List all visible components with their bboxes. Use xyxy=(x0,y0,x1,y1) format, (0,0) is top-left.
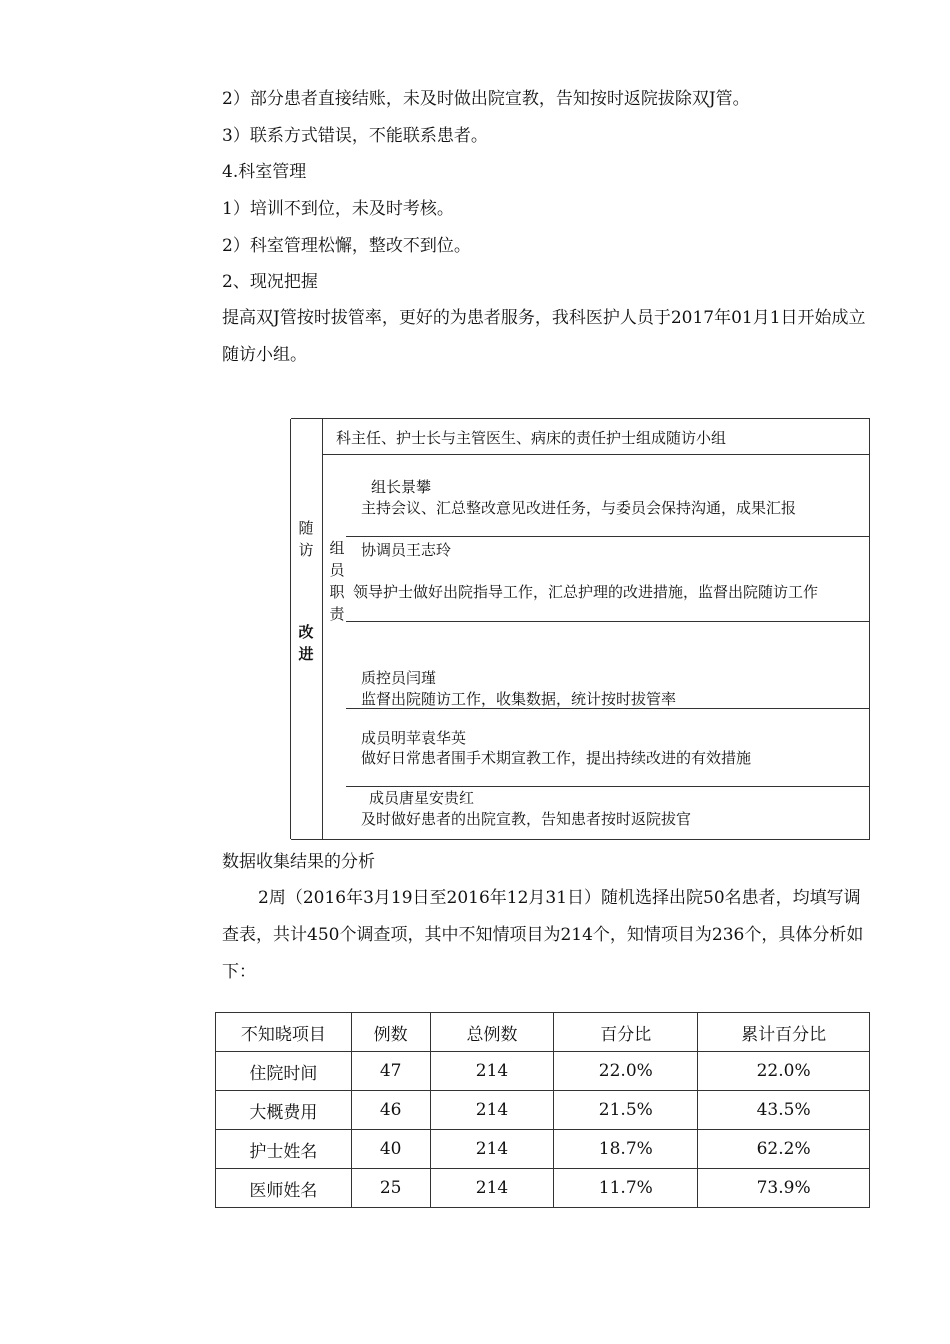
table-row xyxy=(216,1052,870,1091)
table-cell: 18.7% xyxy=(554,1130,698,1169)
table-cell: 214 xyxy=(430,1169,554,1208)
row-divider xyxy=(346,621,869,622)
table-border-left xyxy=(290,419,291,839)
column-header: 累计百分比 xyxy=(698,1013,870,1052)
member-duty: 做好日常患者围手术期宣教工作，提出持续改进的有效措施 xyxy=(361,749,752,767)
column-divider xyxy=(322,419,323,839)
table-row xyxy=(216,1169,870,1208)
vertical-label-duties: 组员职责 xyxy=(329,539,345,623)
section-heading: 2、现况把握 xyxy=(222,272,318,292)
table-cell: 22.0% xyxy=(698,1052,870,1091)
member-duty: 主持会议、汇总整改意见改进任务，与委员会保持沟通，成果汇报 xyxy=(361,499,797,517)
table-cell: 214 xyxy=(430,1130,554,1169)
team-header: 科主任、护士长与主管医生、病床的责任护士组成随访小组 xyxy=(336,429,727,447)
table-cell: 护士姓名 xyxy=(216,1130,352,1169)
table-cell: 25 xyxy=(351,1169,430,1208)
table-cell: 214 xyxy=(430,1091,554,1130)
table-cell: 43.5% xyxy=(698,1091,870,1130)
member-duty: 监督出院随访工作，收集数据，统计按时拔管率 xyxy=(361,690,677,708)
analysis-paragraph: 2周（2016年3月19日至2016年12月31日）随机选择出院50名患者，均填写调查表，共计450个调查项，其中不知情项目为214个，知情项目为236个，具体分析如下： xyxy=(222,888,864,982)
section-heading: 4.科室管理 xyxy=(222,162,307,182)
member-title: 协调员王志玲 xyxy=(361,541,452,559)
table-cell: 11.7% xyxy=(554,1169,698,1208)
member-title: 质控员闫瑾 xyxy=(361,669,437,687)
row-divider xyxy=(346,786,869,787)
table-header-row xyxy=(216,1013,870,1052)
table-cell: 大概费用 xyxy=(216,1091,352,1130)
followup-team-table xyxy=(291,418,870,840)
vertical-label-followup: 随访 xyxy=(298,519,314,559)
analysis-heading: 数据收集结果的分析 xyxy=(222,852,375,872)
table-cell: 46 xyxy=(351,1091,430,1130)
list-line: 2）部分患者直接结账，未及时做出院宣教，告知按时返院拔除双J管。 xyxy=(222,89,750,109)
intro-paragraph: 提高双J管按时拔管率，更好的为患者服务，我科医护人员于2017年01月1日开始成立随访小组。 xyxy=(222,308,866,365)
row-divider xyxy=(346,536,869,537)
vertical-label-improve: 改进 xyxy=(298,623,314,663)
table-cell: 47 xyxy=(351,1052,430,1091)
table-cell: 21.5% xyxy=(554,1091,698,1130)
list-line: 2）科室管理松懈，整改不到位。 xyxy=(222,236,471,256)
member-title: 成员明苹袁华英 xyxy=(361,729,467,747)
unknown-items-table xyxy=(215,1012,870,1208)
table-cell: 住院时间 xyxy=(216,1052,352,1091)
list-line: 1）培训不到位，未及时考核。 xyxy=(222,199,454,219)
column-header: 例数 xyxy=(351,1013,430,1052)
table-cell: 62.2% xyxy=(698,1130,870,1169)
table-cell: 214 xyxy=(430,1052,554,1091)
table-cell: 22.0% xyxy=(554,1052,698,1091)
member-duty: 及时做好患者的出院宣教，告知患者按时返院拔官 xyxy=(361,810,692,828)
table-cell: 医师姓名 xyxy=(216,1169,352,1208)
table-cell: 40 xyxy=(351,1130,430,1169)
table-row xyxy=(216,1130,870,1169)
member-title: 组长景攀 xyxy=(371,478,432,496)
list-line: 3）联系方式错误，不能联系患者。 xyxy=(222,126,488,146)
column-header: 百分比 xyxy=(554,1013,698,1052)
column-header: 不知晓项目 xyxy=(216,1013,352,1052)
row-divider xyxy=(323,454,869,455)
member-title: 成员唐星安贵红 xyxy=(369,789,475,807)
table-cell: 73.9% xyxy=(698,1169,870,1208)
column-header: 总例数 xyxy=(430,1013,554,1052)
table-row xyxy=(216,1091,870,1130)
member-duty: 领导护士做好出院指导工作，汇总护理的改进措施，监督出院随访工作 xyxy=(353,583,819,601)
